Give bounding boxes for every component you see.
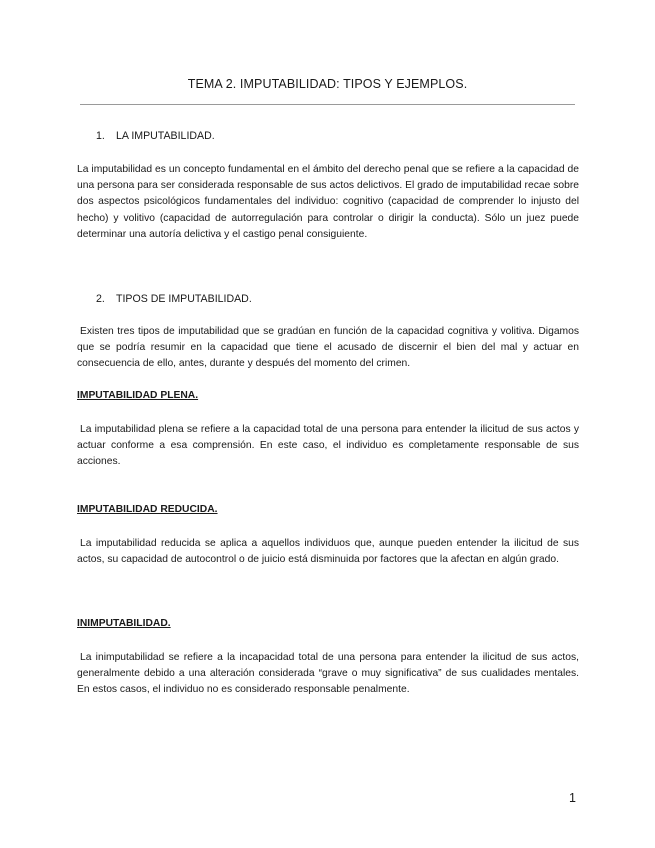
- title-divider: [80, 104, 575, 105]
- section-heading-text: LA IMPUTABILIDAD.: [116, 130, 215, 142]
- document-title: TEMA 2. IMPUTABILIDAD: TIPOS Y EJEMPLOS.: [187, 77, 468, 91]
- section-heading-tipos: [96, 293, 252, 305]
- page-number: 1: [569, 791, 576, 805]
- section-number: 1.: [96, 130, 105, 142]
- paragraph-imputabilidad-reducida: La imputabilidad reducida se aplica a aquellos individuos que, aunque pueden entender la ilicitud de sus actos, su capacidad de autocontrol o de juicio está disminuida por factores que la afectan en algún grado.: [77, 538, 579, 566]
- subheading-imputabilidad-reducida: IMPUTABILIDAD REDUCIDA.: [77, 504, 218, 515]
- subheading-imputabilidad-plena: IMPUTABILIDAD PLENA.: [77, 390, 199, 401]
- paragraph-inimputabilidad: La inimputabilidad se refiere a la incapacidad total de una persona para entender la ilicitud de sus actos, generalmente debido a una alteración considerada “grave o muy significativa” de sus cualidades mentales. En estos casos, el individuo no es considerado responsable penalmente.: [77, 652, 579, 696]
- section-heading-imputabilidad: [96, 130, 215, 142]
- section-number: 2.: [96, 293, 105, 305]
- section-heading-text: TIPOS DE IMPUTABILIDAD.: [116, 293, 252, 305]
- paragraph-imputabilidad: La imputabilidad es un concepto fundamental en el ámbito del derecho penal que se refiere a la capacidad de una persona para ser considerada responsable de sus actos delictivos. El grado de imputabilidad recae sobre dos aspectos psicológicos fundamentales del individuo: cognitivo (capacidad de comprender lo injusto del hecho) y volitivo (capacidad de autorregulación para controlar o dirigir la conducta). Sólo un juez puede determinar una autoría delictiva y el castigo penal consiguiente.: [77, 164, 579, 240]
- subheading-inimputabilidad: INIMPUTABILIDAD.: [77, 618, 171, 629]
- paragraph-imputabilidad-plena: La imputabilidad plena se refiere a la capacidad total de una persona para entender la ilicitud de sus actos y actuar conforme a esa comprensión. En este caso, el individuo es completamente responsable de sus acciones.: [77, 424, 579, 468]
- paragraph-tipos: Existen tres tipos de imputabilidad que se gradúan en función de la capacidad cognitiva y volitiva. Digamos que se podría resumir en la capacidad que tiene el acusado de discernir el bien del mal y actuar en consecuencia de ello, antes, durante y después del momento del crimen.: [77, 326, 579, 370]
